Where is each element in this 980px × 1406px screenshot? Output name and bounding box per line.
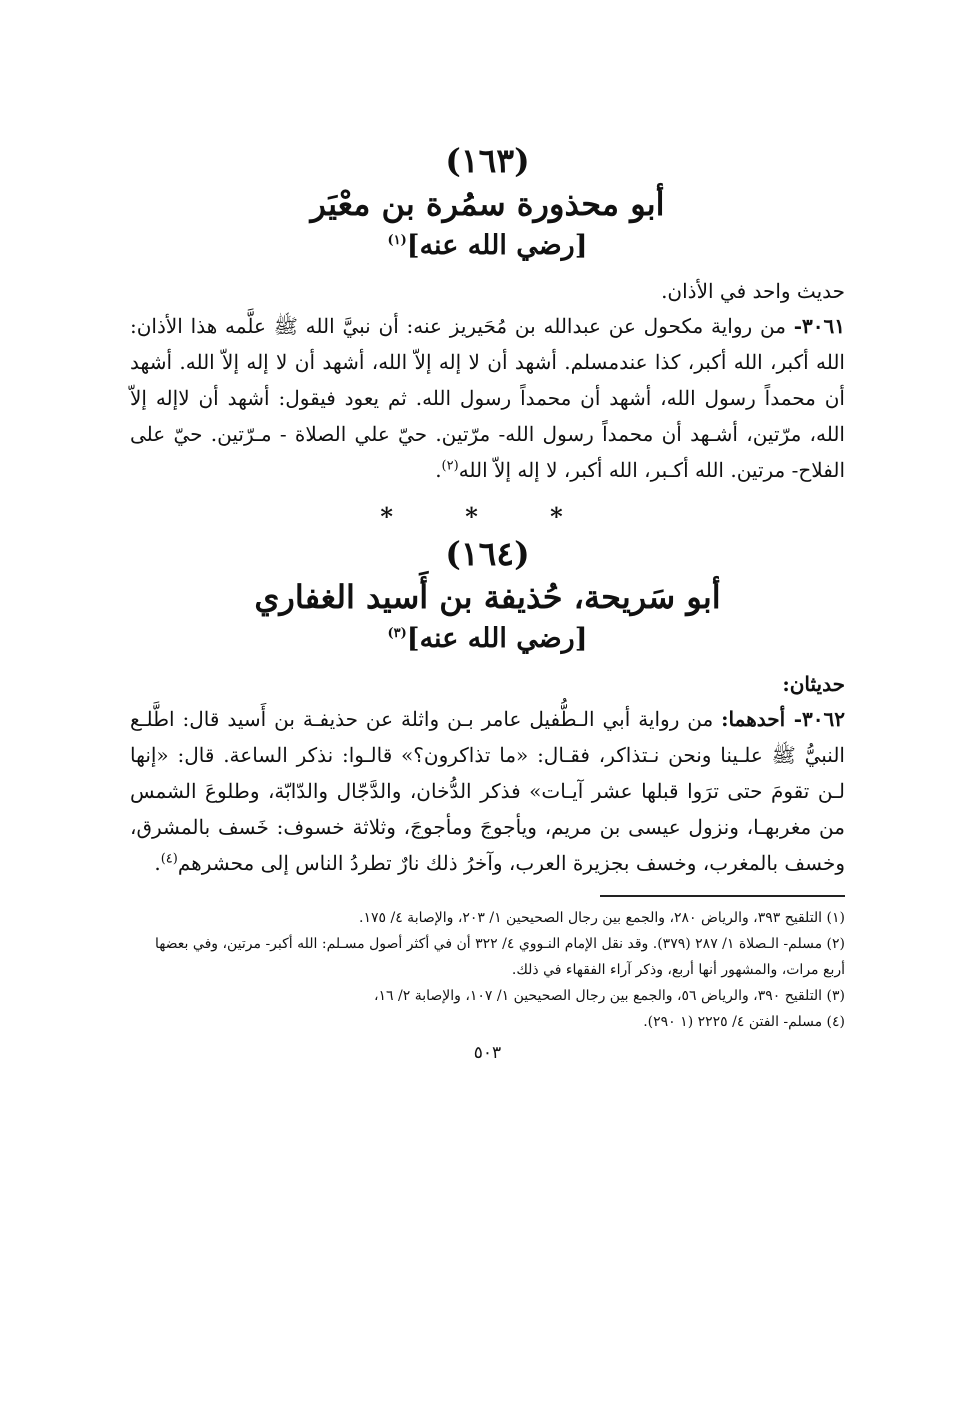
footnote-ref: (٤) xyxy=(160,851,178,867)
book-page xyxy=(130,140,845,1063)
footnote-rule xyxy=(600,895,845,897)
subtitle-text: [رضي الله عنه] xyxy=(406,230,588,261)
subtitle-text: [رضي الله عنه] xyxy=(406,623,588,654)
section-title: أبو محذورة سمُرة بن معْيَر xyxy=(310,185,665,223)
footnote-3: (٣) التلقيح ٣٩٠، والرياض ٥٦، والجمع بين رجال الصحيحين ١/ ١٠٧، والإصابة ٢/ ١٦، xyxy=(373,988,845,1004)
section-title: أبو سَريحة، حُذيفة بن أَسيد الغفاري xyxy=(254,578,721,616)
hadith-number: ٣٠٦١- xyxy=(793,314,845,338)
hadith-3062 xyxy=(130,701,845,881)
section-163 xyxy=(130,140,845,488)
footnote-2: (٢) مسلم- الـصلاة ١/ ٢٨٧ (٣٧٩). وقد نقل الإمام النـووي ٤/ ٣٢٢ أن في أكثر أصول مسـلم: الله أكبر- مرتين، وفي بعضها أربع مرات، والمشهور أنها أربع، وذكر آراء الفقهاء في ذلك. xyxy=(154,936,845,978)
footnote-1: (١) التلقيح ٣٩٣، والرياض ٢٨٠، والجمع بين رجال الصحيحين ١/ ٢٠٣، والإصابة ٤/ ١٧٥. xyxy=(359,910,845,926)
hadith-end: . xyxy=(154,851,161,875)
hadith-text: من رواية مكحول عن عبدالله بن مُحَيريز عنه: أن نبيَّ الله ﷺ علَّمه هذا الأذان: الله أكبر، الله أكبر، كذا عندمسلم. أشهد أن لا إله إلاّ الله، أشهد أن لا إله إلاّ الله. أشهد أن محمداً رسول الله، أشهد أن محمداً رسول الله. ثم يعود فيقول: أشهد أن لاإله إلاّ الله، مرّتين، أشـهد أن محمداً رسول الله- مرّتين. حيّ علي الصلاة - مـرّتين. حيّ على الفلاح- مرتين. الله أكـبر، الله أكبر، لا إله إلاّ الله xyxy=(130,314,845,482)
section-intro: حديث واحد في الأذان. xyxy=(661,279,845,303)
footnote-ref: (١) xyxy=(387,233,407,248)
footnote-ref: (٣) xyxy=(387,626,407,641)
section-number: (١٦٣) xyxy=(445,141,530,180)
footnote-4: (٤) مسلم- الفتن ٤/ ٢٢٢٥ (١ ٢٩٠). xyxy=(643,1014,845,1030)
hadith-end: . xyxy=(435,458,442,482)
section-separator: * * * xyxy=(380,502,595,531)
page-number: ٥٠٣ xyxy=(473,1043,502,1063)
footnotes xyxy=(130,905,845,1035)
section-intro: حديثان: xyxy=(782,672,845,696)
section-number: (١٦٤) xyxy=(445,534,530,573)
section-164 xyxy=(130,533,845,881)
section-subtitle xyxy=(130,619,845,659)
hadith-number: ٣٠٦٢- xyxy=(793,707,845,731)
section-subtitle xyxy=(130,226,845,266)
hadith-text: من رواية أبي الـطُّفيل عامر بـن واثلة عن حذيفـة بن أَسيد قال: اطَّلـع النبيُّ ﷺ علـينا ونحن نـتذاكر، فقـال: «ما تذاكرون؟» قالـوا: نذكر الساعة. قال: «إنها لـن تقومَ حتى ترَوا قبلها عشر آيـات» فذكر الدُّخان، والدَّجّال والدّابّة، وطلوعَ الشمس من مغربهـا، ونزول عيسى بن مريم، ويأجوجَ ومأجوجَ، وثلاثة خسوف: خَسف بالمشرق، وخسف بالمغرب، وخسف بجزيرة العرب، وآخرُ ذلك نارٌ تطردُ الناس إلى محشرهم xyxy=(130,707,845,875)
hadith-lead: أحدهما: xyxy=(721,707,794,731)
footnote-ref: (٢) xyxy=(441,458,459,474)
hadith-3061 xyxy=(130,308,845,488)
